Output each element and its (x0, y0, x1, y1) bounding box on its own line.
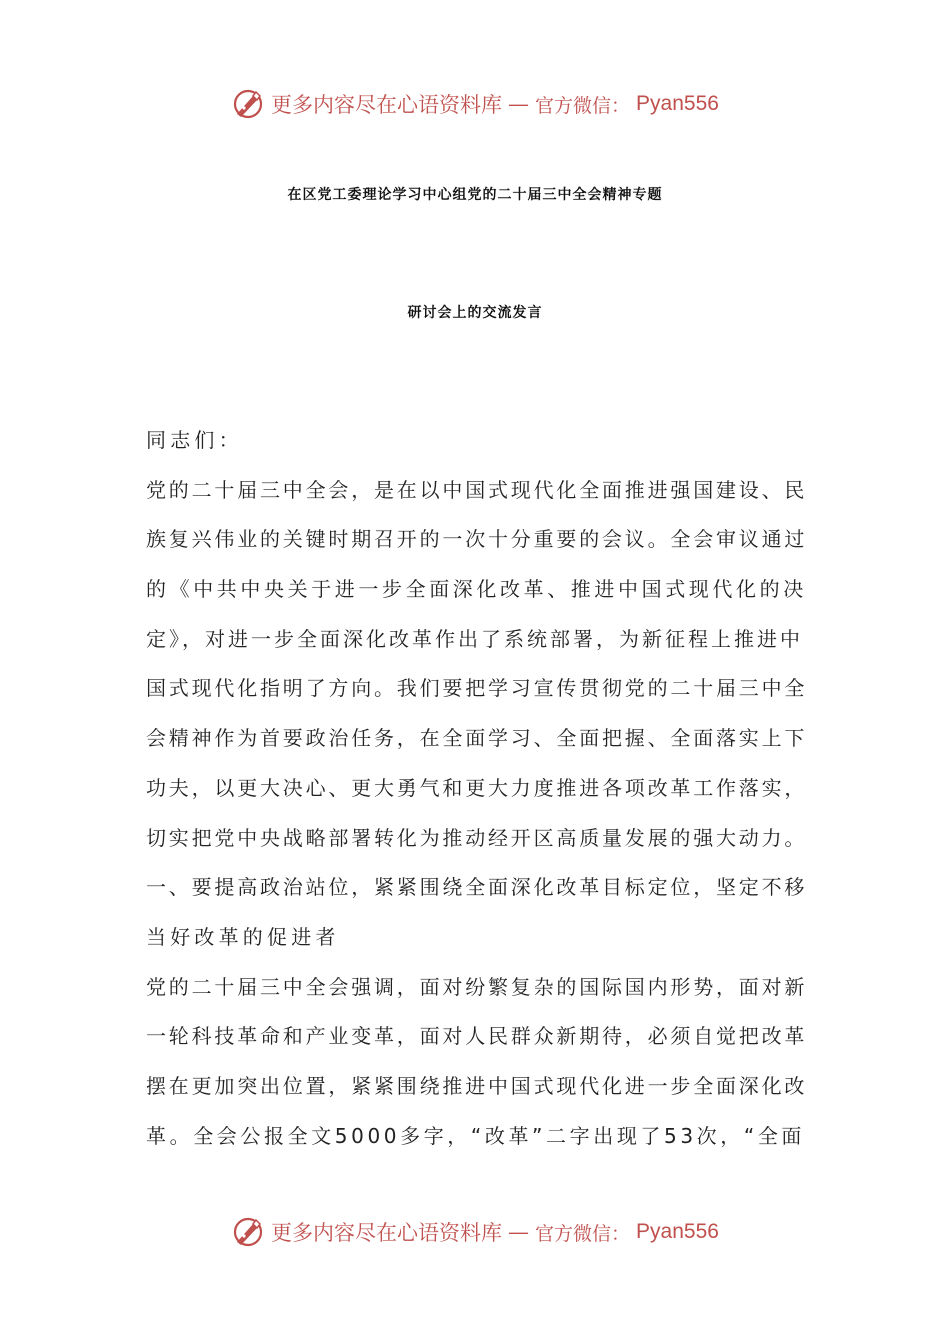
watermark-banner-bottom (0, 1212, 950, 1252)
body-line: 一轮科技革命和产业变革，面对人民群众新期待，必须自觉把改革 (146, 1024, 808, 1049)
pen-logo-icon (231, 87, 265, 121)
body-line: 同志们： (146, 428, 243, 452)
body-line: 党的二十届三中全会，是在以中国式现代化全面推进强国建设、民 (146, 477, 808, 502)
body-line: 切实把党中央战略部署转化为推动经开区高质量发展的强大动力。 (146, 825, 808, 850)
watermark-dash: — (508, 1220, 530, 1244)
watermark-wechat-id: Pyan556 (636, 1220, 719, 1243)
watermark-wechat-id: Pyan556 (636, 92, 719, 115)
document-body (146, 416, 808, 1161)
watermark-brand: 更多内容尽在心语资料库 (271, 93, 503, 117)
body-line: 的《中共中央关于进一步全面深化改革、推进中国式现代化的决 (146, 577, 807, 602)
body-line: 党的二十届三中全会强调，面对纷繁复杂的国际国内形势，面对新 (146, 974, 808, 999)
body-line: 定》，对进一步全面深化改革作出了系统部署，为新征程上推进中 (146, 626, 803, 651)
body-line: 功夫，以更大决心、更大勇气和更大力度推进各项改革工作落实， (146, 775, 808, 800)
watermark-banner-top (0, 84, 950, 124)
body-line: 摆在更加突出位置，紧紧围绕推进中国式现代化进一步全面深化改 (146, 1073, 808, 1098)
watermark-wechat-label: 官方微信： (535, 1222, 631, 1245)
body-line: 族复兴伟业的关键时期召开的一次十分重要的会议。全会审议通过 (146, 527, 808, 552)
body-line: 会精神作为首要政治任务，在全面学习、全面把握、全面落实上下 (146, 726, 808, 751)
watermark-dash: — (508, 92, 530, 116)
document-title-line-1: 在区党工委理论学习中心组党的二十届三中全会精神专题 (287, 187, 663, 203)
body-line: 当好改革的促进者 (146, 924, 340, 949)
document-title-line-2: 研讨会上的交流发言 (407, 305, 543, 321)
body-line: 国式现代化指明了方向。我们要把学习宣传贯彻党的二十届三中全 (146, 676, 808, 701)
pen-logo-icon (231, 1215, 265, 1249)
watermark-wechat-label: 官方微信： (535, 94, 631, 117)
body-line: 一、要提高政治站位，紧紧围绕全面深化改革目标定位，坚定不移 (146, 875, 808, 900)
body-line: 革。全会公报全文5000多字，“改革”二字出现了53次，“全面 (146, 1123, 806, 1148)
watermark-brand: 更多内容尽在心语资料库 (271, 1221, 503, 1245)
